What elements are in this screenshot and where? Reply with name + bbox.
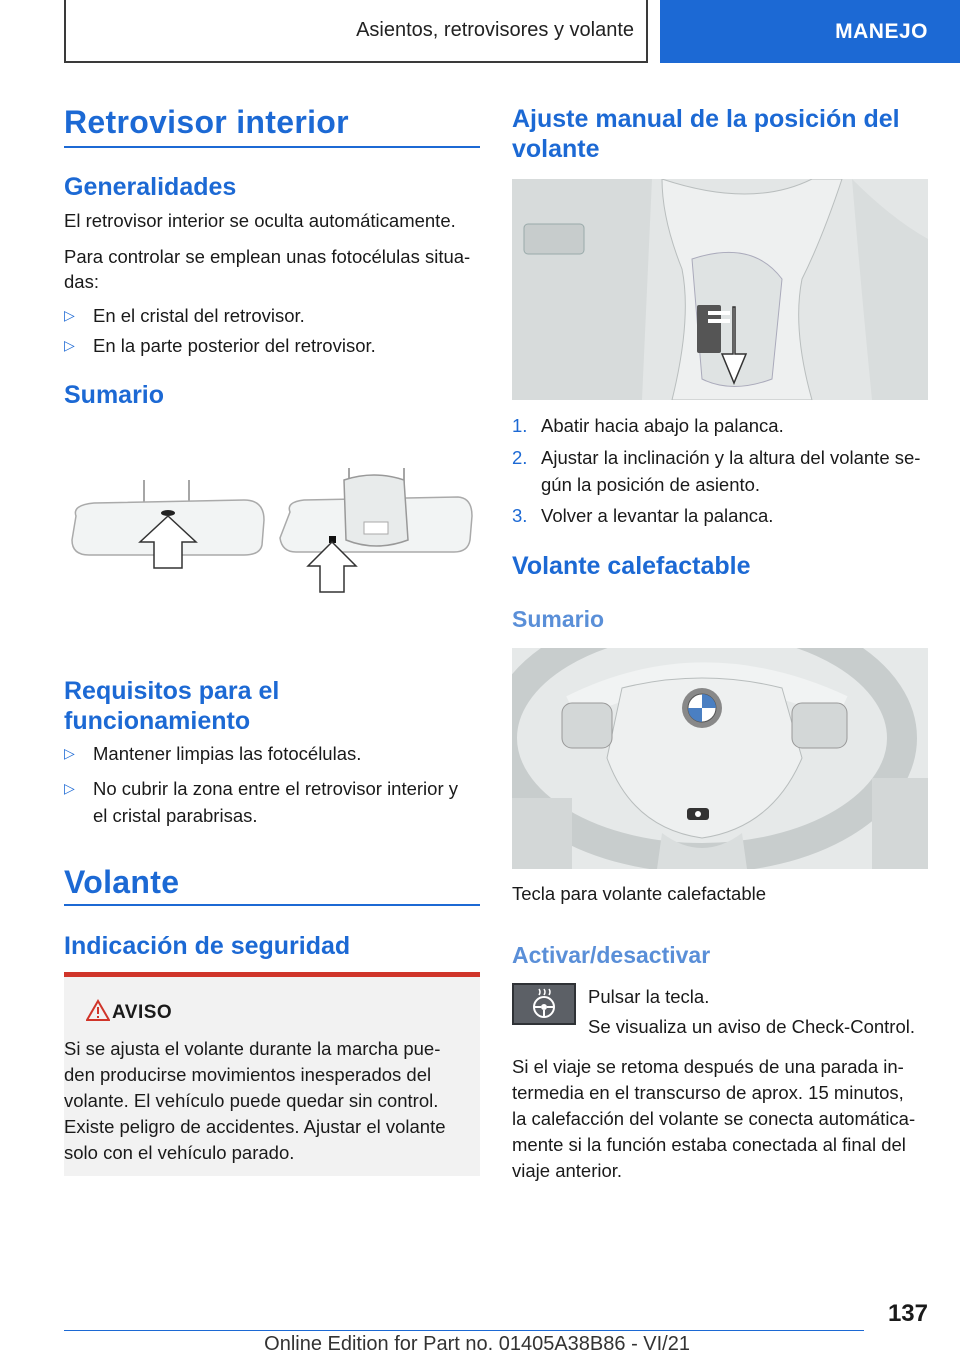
subheading-toggle: Activar/desactivar	[512, 942, 711, 968]
warning-line: Existe peligro de accidentes. Ajustar el volante	[64, 1116, 446, 1137]
warning-triangle-icon	[86, 999, 110, 1021]
warning-line: volante. El vehículo puede quedar sin control.	[64, 1090, 439, 1111]
instruction-press: Pulsar la tecla.	[588, 986, 710, 1007]
bullet-triangle-icon: ▷	[64, 307, 75, 323]
heading-heated-wheel: Volante calefactable	[512, 552, 751, 580]
warning-title: AVISO	[112, 1002, 173, 1023]
figure-caption: Tecla para volante calefactable	[512, 883, 767, 904]
paragraph: das:	[64, 271, 99, 292]
warning-line: Si se ajusta el volante durante la marcha pue‐	[64, 1038, 441, 1059]
section-title: Asientos, retrovisores y volante	[356, 19, 634, 41]
bullet-triangle-icon: ▷	[64, 745, 75, 761]
bullet-triangle-icon: ▷	[64, 337, 75, 353]
list-item: ▷ En la parte posterior del retrovisor.	[64, 332, 480, 359]
chapter-tab[interactable]	[660, 0, 960, 63]
heading-safety: Indicación de seguridad	[64, 932, 351, 960]
heading-rule	[64, 146, 480, 148]
heading-requirements: Requisitos para el funcionamiento	[64, 677, 280, 735]
heated-wheel-button[interactable]	[512, 983, 576, 1025]
step-item: 3. Volver a levantar la palanca.	[512, 505, 774, 526]
steering-lever-figure	[512, 179, 928, 400]
steering-wheel-figure	[512, 648, 928, 869]
list-item: ▷ En el cristal del retrovisor.	[64, 302, 480, 329]
heading-interior-mirror: Retrovisor interior	[64, 104, 349, 140]
paragraph: termedia en el transcurso de aprox. 15 minutos,	[512, 1082, 904, 1103]
heading-manual-adjust: Ajuste manual de la posición del volante	[512, 105, 900, 163]
step-item: 1. Abatir hacia abajo la palanca.	[512, 415, 784, 436]
paragraph: mente si la función estaba conectada al final del	[512, 1134, 906, 1155]
subheading-overview: Sumario	[512, 606, 605, 632]
list-item: ▷ No cubrir la zona entre el retrovisor interior y el cristal parabrisas.	[64, 775, 480, 829]
heading-overview: Sumario	[64, 381, 165, 409]
warning-line: den producirse movimientos inesperados del	[64, 1064, 432, 1085]
chapter-label: MANEJO	[835, 19, 928, 43]
paragraph: viaje anterior.	[512, 1160, 623, 1181]
footer-edition: Online Edition for Part no. 01405A38B86 - VI/21	[264, 1333, 690, 1355]
page-number: 137	[887, 1300, 928, 1327]
step-item: 2. Ajustar la inclinación y la altura del volante se‐ gún la posición de asiento.	[512, 447, 921, 495]
warning-box	[64, 972, 480, 1176]
heading-rule	[64, 904, 480, 906]
paragraph: Para controlar se emplean unas fotocélulas situa‐	[64, 246, 471, 267]
mirror-figure	[64, 460, 480, 600]
list-item: ▷ Mantener limpias las fotocélulas.	[64, 740, 480, 767]
bullet-triangle-icon: ▷	[64, 780, 75, 796]
heading-general: Generalidades	[64, 173, 237, 201]
paragraph: Si el viaje se retoma después de una parada in‐	[512, 1056, 904, 1077]
footer-rule	[64, 1330, 864, 1331]
paragraph: El retrovisor interior se oculta automáticamente.	[64, 210, 456, 231]
section-header	[64, 0, 648, 63]
heated-steering-wheel-icon	[514, 985, 574, 1023]
instruction-checkcontrol: Se visualiza un aviso de Check-Control.	[588, 1016, 915, 1037]
warning-line: solo con el vehículo parado.	[64, 1142, 295, 1163]
paragraph: la calefacción del volante se conecta automática‐	[512, 1108, 916, 1129]
heading-steering-wheel: Volante	[64, 864, 180, 900]
